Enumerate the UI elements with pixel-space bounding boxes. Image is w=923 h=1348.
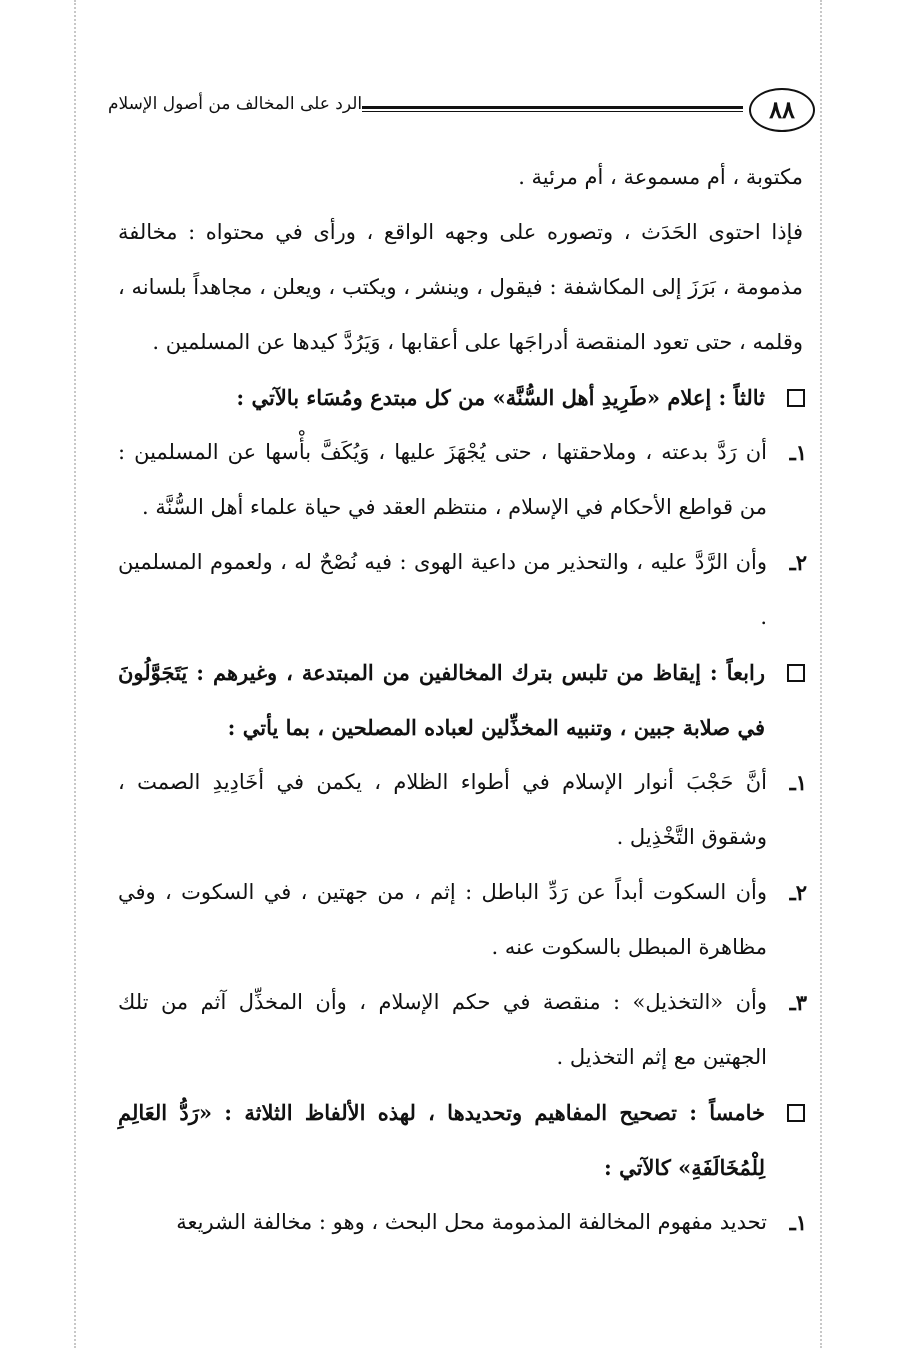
checkbox-bullet-icon xyxy=(787,389,805,407)
header-rule xyxy=(362,106,743,112)
checkbox-bullet-icon xyxy=(787,664,805,682)
scan-mark xyxy=(820,0,822,1348)
item-number: ٣ـ xyxy=(789,990,807,1015)
list-item: ١ـ أنَّ حَجْبَ أنوار الإسلام في أطواء الظلام ، يكمن في أخَادِيدِ الصمت ، وشقوق التَّخْذِيل . xyxy=(118,755,803,865)
item-number: ٢ـ xyxy=(789,550,807,575)
item-number: ١ـ xyxy=(789,770,807,795)
paragraph: مكتوبة ، أم مسموعة ، أم مرئية . xyxy=(518,165,803,189)
paragraph: فإذا احتوى الحَدَث ، وتصوره على وجهه الواقع ، ورأى في محتواه : مخالفة مذمومة ، بَرَزَ إلى المكاشفة : فيقول ، وينشر ، ويكتب ، ويعلن ، مجاهداً بلسانه ، وقلمه ، حتى تعود المنقصة أدراجَها على أعقابها ، وَيَرُدَّ كيدها عن المسلمين . xyxy=(118,220,803,354)
list-item: ٢ـ وأن الرَّدَّ عليه ، والتحذير من داعية الهوى : فيه نُصْحٌ له ، ولعموم المسلمين . xyxy=(118,535,803,645)
list-item: ١ـ أن رَدَّ بدعته ، وملاحقتها ، حتى يُجْهَزَ عليها ، وَيُكَفَّ بأْسها عن المسلمين : من قواطع الأحكام في الإسلام ، منتظم العقد في حياة علماء أهل السُّنَّة . xyxy=(118,425,803,535)
list-item: ٣ـ وأن «التخذيل» : منقصة في حكم الإسلام ، وأن المخذِّل آثم من تلك الجهتين مع إثم التخذيل . xyxy=(118,975,803,1085)
checkbox-bullet-icon xyxy=(787,1104,805,1122)
item-number: ١ـ xyxy=(789,1210,807,1235)
page-body xyxy=(118,150,807,1250)
section-heading: رابعاً : إيقاظ من تلبس بترك المخالفين من المبتدعة ، وغيرهم : يَتَجَوَّلُونَ في صلابة جبين ، وتنبيه المخذِّلين لعباده المصلحين ، بما يأتي : xyxy=(118,645,803,755)
item-number: ١ـ xyxy=(789,440,807,465)
item-number: ٢ـ xyxy=(789,880,807,905)
list-item: ٢ـ وأن السكوت أبداً عن رَدِّ الباطل : إثم ، من جهتين ، في السكوت ، وفي مظاهرة المبطل بالسكوت عنه . xyxy=(118,865,803,975)
page-number: ٨٨ xyxy=(749,88,815,132)
scan-mark xyxy=(74,0,76,1348)
running-title: الرد على المخالف من أصول الإسلام xyxy=(108,94,363,114)
section-heading: خامساً : تصحيح المفاهيم وتحديدها ، لهذه الألفاظ الثلاثة : «رَدُّ العَالِمِ لِلْمُخَالَفَةِ» كالآتي : xyxy=(118,1085,803,1195)
section-heading: ثالثاً : إعلام «طَرِيدِ أهل السُّنَّة» من كل مبتدع ومُسَاء بالآتي : xyxy=(118,370,803,425)
list-item: ١ـ تحديد مفهوم المخالفة المذمومة محل البحث ، وهو : مخالفة الشريعة xyxy=(118,1195,803,1250)
page-header xyxy=(100,88,815,134)
